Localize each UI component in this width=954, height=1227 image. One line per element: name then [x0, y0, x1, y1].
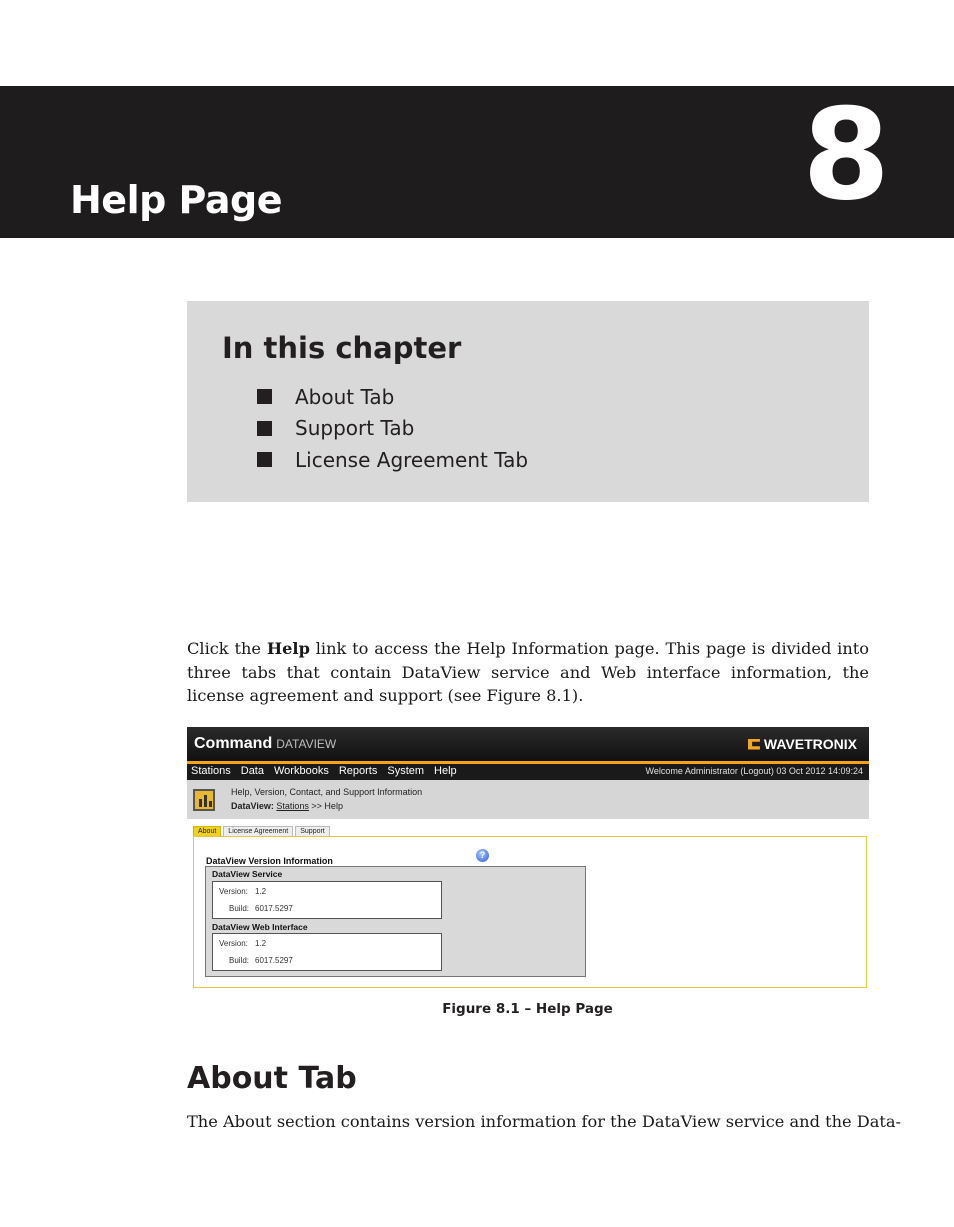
- menu-item-help[interactable]: Help: [434, 765, 457, 777]
- contents-item-label: About Tab: [295, 384, 395, 409]
- breadcrumb-prefix: DataView:: [231, 801, 274, 811]
- service-version-label: Version:: [219, 887, 248, 896]
- breadcrumb-link-stations[interactable]: Stations: [276, 801, 309, 811]
- intro-text-start: Click the: [187, 639, 267, 658]
- web-build-label: Build:: [229, 956, 250, 965]
- chapter-number: 8: [802, 81, 890, 228]
- menu-item-stations[interactable]: Stations: [191, 765, 231, 777]
- contents-heading: In this chapter: [222, 331, 462, 365]
- web-section-title: DataView Web Interface: [212, 922, 308, 932]
- service-build-label: Build:: [229, 904, 250, 913]
- service-version-value: 1.2: [255, 887, 267, 896]
- web-build-value: 6017.5297: [255, 956, 293, 965]
- contents-item: [257, 444, 528, 476]
- about-panel: [193, 836, 867, 988]
- menu-items: [191, 765, 457, 777]
- intro-bold-help: Help: [266, 639, 310, 658]
- service-section-title: DataView Service: [212, 869, 283, 879]
- about-tab-paragraph: The About section contains version information for the DataView service and the Data-: [187, 1112, 902, 1131]
- version-info-title: DataView Version Information: [206, 856, 333, 866]
- app-name: Command: [194, 735, 273, 752]
- page-description: Help, Version, Contact, and Support Information: [231, 787, 423, 797]
- help-page-screenshot: [187, 727, 869, 993]
- tab-license-agreement[interactable]: License Agreement: [223, 826, 293, 837]
- contents-item-label: Support Tab: [295, 416, 415, 441]
- wavetronix-logo-icon: [748, 739, 760, 750]
- brand-name: WAVETRONIX: [763, 736, 857, 752]
- menu-item-workbooks[interactable]: Workbooks: [274, 765, 329, 777]
- app-subname: DATAVIEW: [276, 737, 337, 751]
- bar-chart-icon: [193, 789, 215, 811]
- square-bullet-icon: [257, 389, 272, 404]
- page-header-bar: [187, 780, 869, 819]
- breadcrumb-current: >> Help: [311, 801, 343, 811]
- tab-about[interactable]: About: [193, 826, 221, 837]
- square-bullet-icon: [257, 452, 272, 467]
- intro-paragraph: [187, 637, 869, 708]
- contents-list: [257, 381, 528, 476]
- breadcrumb: [231, 801, 343, 811]
- web-version-label: Version:: [219, 939, 248, 948]
- app-logo: [194, 735, 336, 753]
- help-icon[interactable]: ?: [476, 849, 489, 862]
- web-version-value: 1.2: [255, 939, 267, 948]
- service-build-value: 6017.5297: [255, 904, 293, 913]
- square-bullet-icon: [257, 421, 272, 436]
- menu-item-system[interactable]: System: [387, 765, 425, 777]
- menu-item-data[interactable]: Data: [240, 765, 264, 777]
- contents-item: [257, 413, 528, 445]
- version-info-box: [205, 866, 586, 977]
- menu-bar: [187, 764, 869, 780]
- tab-support[interactable]: Support: [295, 826, 330, 837]
- web-version-box: [212, 933, 442, 971]
- contents-item-label: License Agreement Tab: [295, 447, 529, 472]
- chapter-contents-box: [187, 301, 869, 502]
- figure-caption: Figure 8.1 – Help Page: [442, 1001, 613, 1017]
- brand-logo: [748, 736, 857, 752]
- welcome-text: Welcome Administrator (Logout) 03 Oct 2012 14:09:24: [645, 766, 863, 776]
- app-header: [187, 727, 869, 761]
- chapter-title: Help Page: [70, 178, 282, 222]
- about-tab-heading: About Tab: [187, 1061, 357, 1096]
- menu-item-reports[interactable]: Reports: [338, 765, 378, 777]
- intro-text-end: link to access the Help Information page. This page is divided into three tabs that contain DataView service and Web interface information, the license agreement and support (see Figure 8.1).: [187, 639, 869, 705]
- contents-item: [257, 381, 528, 413]
- service-version-box: [212, 881, 442, 919]
